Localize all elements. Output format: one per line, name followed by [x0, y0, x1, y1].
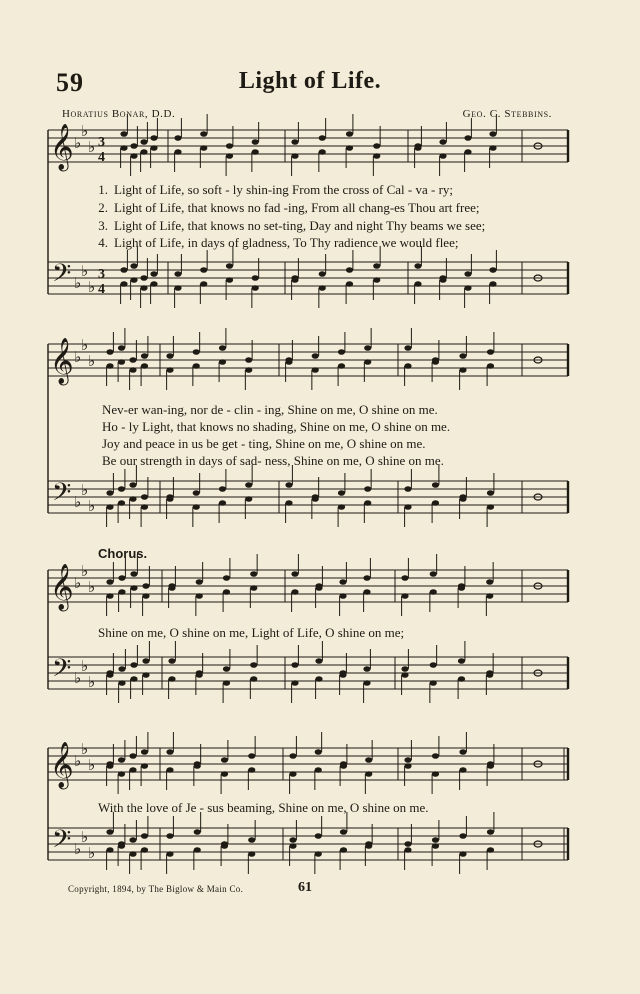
note-head	[106, 829, 113, 835]
treble-clef-icon: 𝄞	[50, 742, 74, 788]
note-head	[226, 277, 233, 283]
note-head	[401, 666, 408, 672]
note-head	[439, 153, 446, 159]
note-head	[150, 145, 157, 151]
note-head	[315, 767, 322, 773]
note-head	[118, 486, 125, 492]
treble-clef-icon: 𝄞	[50, 124, 74, 170]
treble-clef-icon: 𝄞	[50, 338, 74, 384]
note-head	[464, 135, 471, 141]
verse-4-line-a	[42, 235, 582, 251]
note-head	[373, 263, 380, 269]
verse-3-line-a	[42, 218, 582, 234]
note-head	[339, 579, 346, 585]
note-head	[118, 666, 125, 672]
note-head	[141, 847, 148, 853]
flat-icon: ♭	[81, 336, 89, 354]
note-head	[129, 767, 136, 773]
note-head	[223, 589, 230, 595]
note-head	[401, 575, 408, 581]
note-head	[459, 833, 466, 839]
note-head	[129, 482, 136, 488]
note-head	[319, 135, 326, 141]
verse-number: 3.	[98, 218, 108, 233]
note-head	[130, 585, 137, 591]
note-head	[404, 847, 411, 853]
note-head	[106, 763, 113, 769]
note-head	[174, 135, 181, 141]
note-head	[219, 359, 226, 365]
chorus-line-2: With the love of Je - sus beaming, Shine on me, O shine on me.	[98, 800, 429, 815]
note-head	[118, 843, 125, 849]
note-head	[489, 281, 496, 287]
note-head	[459, 367, 466, 373]
flat-icon: ♭	[74, 840, 82, 858]
note-head	[140, 285, 147, 291]
note-head	[364, 486, 371, 492]
flat-icon: ♭	[74, 752, 82, 770]
note-head	[106, 504, 113, 510]
note-head	[142, 658, 149, 664]
note-head	[130, 263, 137, 269]
note-head	[430, 662, 437, 668]
note-head	[250, 571, 257, 577]
note-head	[459, 353, 466, 359]
note-head	[373, 277, 380, 283]
note-head	[106, 847, 113, 853]
note-head	[404, 345, 411, 351]
flat-icon: ♭	[74, 669, 82, 687]
note-head	[459, 749, 466, 755]
note-head	[489, 145, 496, 151]
flat-icon: ♭	[81, 122, 89, 140]
note-head	[363, 680, 370, 686]
note-head	[338, 363, 345, 369]
note-head	[200, 267, 207, 273]
page-number: 61	[298, 880, 312, 895]
flat-icon: ♭	[88, 578, 96, 596]
note-head	[291, 662, 298, 668]
note-head	[252, 139, 259, 145]
hymn-number: 59	[56, 68, 84, 97]
note-head	[193, 349, 200, 355]
note-head	[364, 500, 371, 506]
note-head	[464, 285, 471, 291]
note-head	[118, 680, 125, 686]
note-head	[141, 763, 148, 769]
note-head	[365, 757, 372, 763]
note-head	[141, 353, 148, 359]
time-signature-top: 3	[98, 135, 105, 150]
note-head	[174, 285, 181, 291]
chorus-line-1: Shine on me, O shine on me, Light of Life, O shine on me;	[98, 625, 405, 640]
note-head	[223, 666, 230, 672]
note-head	[312, 367, 319, 373]
note-head	[365, 843, 372, 849]
time-signature-bottom: 4	[98, 150, 105, 165]
flat-icon: ♭	[88, 844, 96, 862]
note-head	[319, 149, 326, 155]
note-head	[315, 658, 322, 664]
note-head	[106, 672, 113, 678]
note-head	[312, 496, 319, 502]
note-head	[338, 349, 345, 355]
note-head	[414, 281, 421, 287]
note-head	[106, 363, 113, 369]
note-head	[487, 363, 494, 369]
note-head	[346, 145, 353, 151]
note-head	[404, 486, 411, 492]
note-head	[430, 680, 437, 686]
bass-clef-icon: 𝄢	[52, 825, 72, 860]
time-signature-bottom: 4	[98, 282, 105, 297]
note-head	[487, 847, 494, 853]
note-head	[373, 153, 380, 159]
note-head	[196, 593, 203, 599]
flat-icon: ♭	[88, 673, 96, 691]
note-head	[458, 658, 465, 664]
note-head	[193, 363, 200, 369]
note-head	[118, 359, 125, 365]
flat-icon: ♭	[88, 138, 96, 156]
note-head	[193, 490, 200, 496]
note-head	[226, 143, 233, 149]
note-head	[339, 672, 346, 678]
note-head	[340, 847, 347, 853]
verse-number: 2.	[98, 200, 108, 215]
note-head	[291, 571, 298, 577]
verse-1-line-a	[42, 182, 582, 198]
note-head	[200, 145, 207, 151]
note-head	[193, 504, 200, 510]
note-head	[120, 145, 127, 151]
note-head	[363, 666, 370, 672]
note-head	[339, 593, 346, 599]
note-head	[364, 359, 371, 365]
note-head	[245, 357, 252, 363]
note-head	[106, 593, 113, 599]
note-head	[129, 367, 136, 373]
note-head	[248, 767, 255, 773]
note-head	[430, 589, 437, 595]
note-head	[120, 267, 127, 273]
note-head	[221, 757, 228, 763]
note-head	[140, 139, 147, 145]
note-head	[252, 149, 259, 155]
note-head	[319, 271, 326, 277]
note-head	[346, 267, 353, 273]
note-head	[430, 571, 437, 577]
note-head	[365, 771, 372, 777]
note-head	[458, 676, 465, 682]
note-head	[464, 149, 471, 155]
note-head	[168, 676, 175, 682]
note-head	[120, 281, 127, 287]
note-head	[221, 843, 228, 849]
note-head	[130, 277, 137, 283]
note-head	[130, 662, 137, 668]
note-head	[315, 851, 322, 857]
bass-clef-icon: 𝄢	[52, 478, 72, 513]
note-head	[245, 496, 252, 502]
note-head	[364, 345, 371, 351]
note-head	[166, 749, 173, 755]
note-head	[221, 771, 228, 777]
lyric-text: Light of Life, in days of gladness, To Thy radience we would flee;	[114, 235, 459, 250]
note-head	[130, 571, 137, 577]
note-head	[252, 275, 259, 281]
note-head	[141, 749, 148, 755]
note-head	[363, 589, 370, 595]
lyric-text: Light of Life, that knows no set-ting, Day and night Thy beams we see;	[114, 218, 486, 233]
note-head	[404, 757, 411, 763]
note-head	[315, 833, 322, 839]
note-head	[312, 353, 319, 359]
note-head	[118, 771, 125, 777]
bass-clef-icon: 𝄢	[52, 654, 72, 689]
note-head	[464, 271, 471, 277]
note-head	[118, 345, 125, 351]
note-head	[129, 851, 136, 857]
flat-icon: ♭	[88, 278, 96, 296]
note-head	[226, 153, 233, 159]
note-head	[174, 149, 181, 155]
note-head	[404, 763, 411, 769]
note-head	[120, 131, 127, 137]
note-head	[200, 131, 207, 137]
author-credit: Horatius Bonar, D.D.	[62, 108, 176, 120]
verse-3-line-b: Joy and peace in us be get - ting, Shine on me, O shine on me.	[102, 436, 426, 451]
note-head	[487, 504, 494, 510]
flat-icon: ♭	[74, 274, 82, 292]
note-head	[141, 833, 148, 839]
flat-icon: ♭	[81, 562, 89, 580]
note-head	[226, 263, 233, 269]
note-head	[168, 658, 175, 664]
note-head	[250, 676, 257, 682]
note-head	[340, 829, 347, 835]
note-head	[200, 281, 207, 287]
time-signature-top: 3	[98, 267, 105, 282]
note-head	[432, 753, 439, 759]
note-head	[219, 486, 226, 492]
note-head	[373, 143, 380, 149]
note-head	[118, 757, 125, 763]
note-head	[129, 837, 136, 843]
note-head	[166, 367, 173, 373]
note-head	[141, 363, 148, 369]
note-head	[289, 771, 296, 777]
note-head	[439, 277, 446, 283]
note-head	[291, 277, 298, 283]
note-head	[219, 345, 226, 351]
note-head	[486, 593, 493, 599]
note-head	[129, 753, 136, 759]
note-head	[315, 749, 322, 755]
lyric-text: Light of Life, so soft - ly shin-ing From the cross of Cal - va - ry;	[114, 182, 454, 197]
bass-clef-icon: 𝄢	[52, 259, 72, 294]
lyric-text: Light of Life, that knows no fad -ing, From all chang-es Thou art free;	[114, 200, 480, 215]
chorus-label: Chorus.	[98, 546, 148, 561]
note-head	[291, 139, 298, 145]
note-head	[432, 771, 439, 777]
note-head	[150, 135, 157, 141]
note-head	[432, 359, 439, 365]
note-head	[289, 843, 296, 849]
flat-icon: ♭	[81, 740, 89, 758]
note-head	[315, 676, 322, 682]
note-head	[245, 482, 252, 488]
treble-staff	[48, 344, 568, 376]
note-head	[291, 153, 298, 159]
flat-icon: ♭	[74, 493, 82, 511]
note-head	[129, 496, 136, 502]
verse-number: 1.	[98, 182, 108, 197]
note-head	[248, 851, 255, 857]
note-head	[401, 672, 408, 678]
note-head	[168, 585, 175, 591]
note-head	[489, 131, 496, 137]
note-head	[487, 490, 494, 496]
note-head	[285, 359, 292, 365]
note-head	[223, 575, 230, 581]
note-head	[250, 662, 257, 668]
note-head	[141, 494, 148, 500]
note-head	[487, 349, 494, 355]
flat-icon: ♭	[81, 481, 89, 499]
note-head	[285, 500, 292, 506]
note-head	[150, 281, 157, 287]
note-head	[245, 367, 252, 373]
note-head	[140, 149, 147, 155]
note-head	[166, 353, 173, 359]
note-head	[130, 153, 137, 159]
flat-icon: ♭	[88, 497, 96, 515]
verse-4-line-b: Be our strength in days of sad- ness, Shine on me, O shine on me.	[102, 453, 444, 468]
note-head	[223, 680, 230, 686]
note-head	[248, 753, 255, 759]
note-head	[250, 585, 257, 591]
note-head	[142, 583, 149, 589]
note-head	[141, 504, 148, 510]
note-head	[129, 357, 136, 363]
note-head	[106, 349, 113, 355]
note-head	[432, 500, 439, 506]
treble-clef-icon: 𝄞	[50, 564, 74, 610]
note-head	[118, 500, 125, 506]
note-head	[196, 579, 203, 585]
flat-icon: ♭	[74, 348, 82, 366]
flat-icon: ♭	[81, 262, 89, 280]
note-head	[489, 267, 496, 273]
note-head	[459, 767, 466, 773]
copyright-notice: Copyright, 1894, by The Biglow & Main Co.	[68, 884, 244, 894]
note-head	[166, 496, 173, 502]
note-head	[291, 589, 298, 595]
flat-icon: ♭	[81, 657, 89, 675]
note-head	[166, 851, 173, 857]
note-head	[106, 490, 113, 496]
flat-icon: ♭	[88, 756, 96, 774]
note-head	[404, 363, 411, 369]
flat-icon: ♭	[88, 352, 96, 370]
note-head	[414, 145, 421, 151]
note-head	[130, 143, 137, 149]
hymn-title: Light of Life.	[238, 68, 382, 94]
flat-icon: ♭	[74, 134, 82, 152]
note-head	[289, 837, 296, 843]
note-head	[142, 672, 149, 678]
flat-icon: ♭	[81, 828, 89, 846]
note-head	[291, 680, 298, 686]
note-head	[486, 672, 493, 678]
note-head	[432, 843, 439, 849]
note-head	[219, 500, 226, 506]
note-head	[458, 585, 465, 591]
note-head	[404, 504, 411, 510]
note-head	[194, 829, 201, 835]
note-head	[459, 851, 466, 857]
note-head	[414, 263, 421, 269]
note-head	[166, 833, 173, 839]
note-head	[432, 482, 439, 488]
note-head	[363, 575, 370, 581]
note-head	[174, 271, 181, 277]
note-head	[194, 763, 201, 769]
verse-number: 4.	[98, 235, 108, 250]
note-head	[248, 837, 255, 843]
note-head	[401, 593, 408, 599]
verse-1-line-b: Nev-er wan-ing, nor de - clin - ing, Shine on me, O shine on me.	[102, 402, 438, 417]
flat-icon: ♭	[74, 574, 82, 592]
note-head	[340, 763, 347, 769]
note-head	[289, 753, 296, 759]
note-head	[487, 829, 494, 835]
note-head	[196, 672, 203, 678]
note-head	[486, 579, 493, 585]
composer-credit: Geo. C. Stebbins.	[462, 108, 552, 120]
note-head	[487, 763, 494, 769]
verse-2-line-b: Ho - ly Light, that knows no shading, Shine on me, O shine on me.	[102, 419, 451, 434]
note-head	[118, 589, 125, 595]
note-head	[142, 593, 149, 599]
note-head	[338, 490, 345, 496]
note-head	[346, 131, 353, 137]
note-head	[118, 575, 125, 581]
note-head	[319, 285, 326, 291]
note-head	[285, 482, 292, 488]
note-head	[130, 676, 137, 682]
note-head	[166, 767, 173, 773]
note-head	[106, 579, 113, 585]
note-head	[404, 841, 411, 847]
verse-2-line-a	[42, 200, 582, 216]
note-head	[315, 585, 322, 591]
note-head	[459, 496, 466, 502]
note-head	[432, 837, 439, 843]
note-head	[346, 281, 353, 287]
note-head	[194, 847, 201, 853]
note-head	[338, 504, 345, 510]
note-head	[140, 275, 147, 281]
note-head	[439, 139, 446, 145]
note-head	[150, 271, 157, 277]
note-head	[252, 285, 259, 291]
